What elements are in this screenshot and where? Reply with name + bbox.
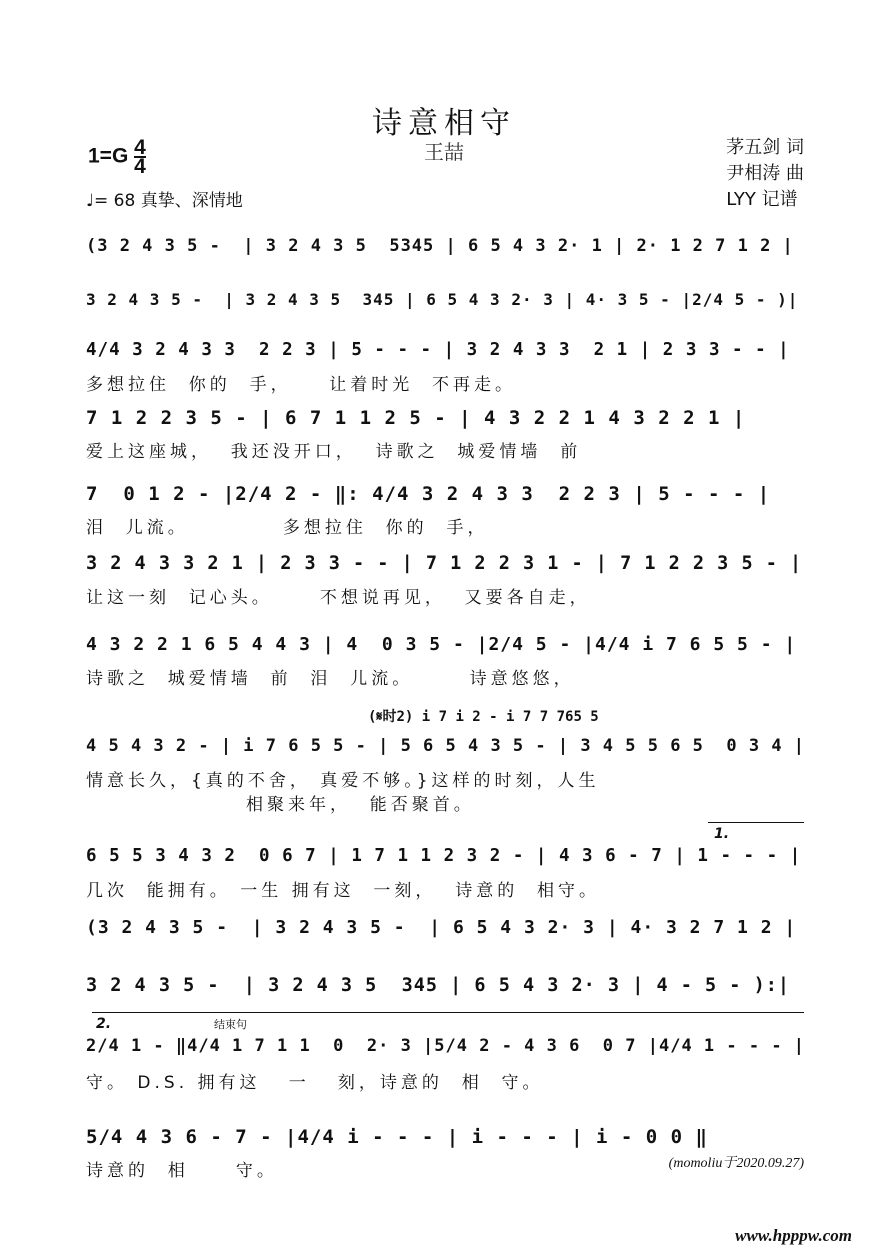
notation-row-3: 4/4 3 2 4 3 3 2 2 3 | 5 - - - | 3 2 4 3 3 2 1 | 2 3 3 - - |: [86, 340, 790, 360]
volta-1-bracket: [708, 822, 804, 823]
lyrics-row-9: 几次 能拥有。 一生 拥有这 一刻， 诗意的 相守。: [86, 881, 601, 901]
lyricist: 茅五剑 词: [726, 137, 804, 158]
lyrics-row-12: 守。 D.S. 拥有这 一 刻，诗意的 相 守。: [86, 1073, 544, 1093]
lyrics-row-8-alternate: 相聚来年， 能否聚首。: [246, 795, 475, 815]
key-prefix: 1=G: [88, 144, 129, 168]
alternate-melody-line: (𝄋时2) i 7 i 2 - i 7 7 765 5: [368, 709, 599, 725]
volta-2-label: 2.: [96, 1016, 112, 1032]
lyrics-row-5: 泪 儿流。 多想拉住 你的 手，: [86, 518, 489, 538]
lyrics-row-4: 爱上这座城， 我还没开口， 诗歌之 城爱情墙 前: [86, 442, 582, 462]
transcriber: LYY 记谱: [726, 189, 798, 210]
notation-row-8: 4 5 4 3 2 - | i 7 6 5 5 - | 5 6 5 4 3 5 - | 3 4 5 5 6 5 0 3 4 |: [86, 736, 806, 756]
site-watermark[interactable]: www.hpppw.com: [735, 1226, 852, 1245]
transcription-signoff: (momoliu于2020.09.27): [668, 1156, 804, 1171]
lyrics-row-7: 诗歌之 城爱情墙 前 泪 儿流。 诗意悠悠，: [86, 669, 575, 689]
notation-row-12: 2/4 1 - ‖4/4 1 7 1 1 0 2· 3 |5/4 2 - 4 3 6 0 7 |4/4 1 - - - |: [86, 1036, 806, 1056]
notation-row-5: 7 0 1 2 - |2/4 2 - ‖: 4/4 3 2 4 3 3 2 2 3 | 5 - - - |: [86, 483, 771, 505]
notation-row-9: 6 5 5 3 4 3 2 0 6 7 | 1 7 1 1 2 3 2 - | 4 3 6 - 7 | 1 - - - |: [86, 846, 802, 866]
notation-row-7: 4 3 2 2 1 6 5 4 4 3 | 4 0 3 5 - |2/4 5 - |4/4 i 7 6 5 5 - |: [86, 634, 797, 655]
volta-2-bracket: [92, 1012, 804, 1013]
time-unit: 4: [134, 155, 146, 178]
coda-ending-label: 结束句: [214, 1018, 247, 1031]
time-beats: 4: [134, 136, 146, 159]
song-title: 诗意相守: [372, 106, 516, 141]
key-signature: [88, 136, 146, 178]
notation-row-13: 5/4 4 3 6 - 7 - |4/4 i - - - | i - - - | i - 0 0 ‖: [86, 1126, 708, 1148]
lyrics-row-6: 让这一刻 记心头。 不想说再见， 又要各自走，: [86, 588, 591, 608]
composer: 尹相涛 曲: [726, 163, 804, 184]
notation-row-1: (3 2 4 3 5 - | 3 2 4 3 5 5345 | 6 5 4 3 2· 1 | 2· 1 2 7 1 2 |: [86, 236, 794, 256]
notation-row-11: 3 2 4 3 5 - | 3 2 4 3 5 345 | 6 5 4 3 2· 3 | 4 - 5 - ):|: [86, 975, 791, 996]
lyrics-row-8: 情意长久，{真的不舍， 真爱不够。}这样的时刻，人生: [86, 771, 600, 791]
notation-row-4: 7 1 2 2 3 5 - | 6 7 1 1 2 5 - | 4 3 2 2 1 4 3 2 2 1 |: [86, 407, 746, 429]
volta-1-label: 1.: [714, 826, 730, 842]
lyrics-row-13: 诗意的 相 守。: [86, 1161, 278, 1181]
notation-row-10: (3 2 4 3 5 - | 3 2 4 3 5 - | 6 5 4 3 2· 3 | 4· 3 2 7 1 2 |: [86, 917, 797, 938]
lyrics-row-3: 多想拉住 你的 手， 让着时光 不再走。: [86, 375, 517, 395]
credits: [726, 135, 804, 213]
tempo-marking: ♩= 68 真挚、深情地: [86, 191, 243, 211]
notation-row-6: 3 2 4 3 3 2 1 | 2 3 3 - - | 7 1 2 2 3 1 - | 7 1 2 2 3 5 - |: [86, 553, 803, 574]
notation-row-2: 3 2 4 3 5 - | 3 2 4 3 5 345 | 6 5 4 3 2· 3 | 4· 3 5 - |2/4 5 - )|: [86, 290, 799, 309]
singer-name: 王喆: [424, 140, 464, 164]
time-signature: [134, 136, 146, 178]
